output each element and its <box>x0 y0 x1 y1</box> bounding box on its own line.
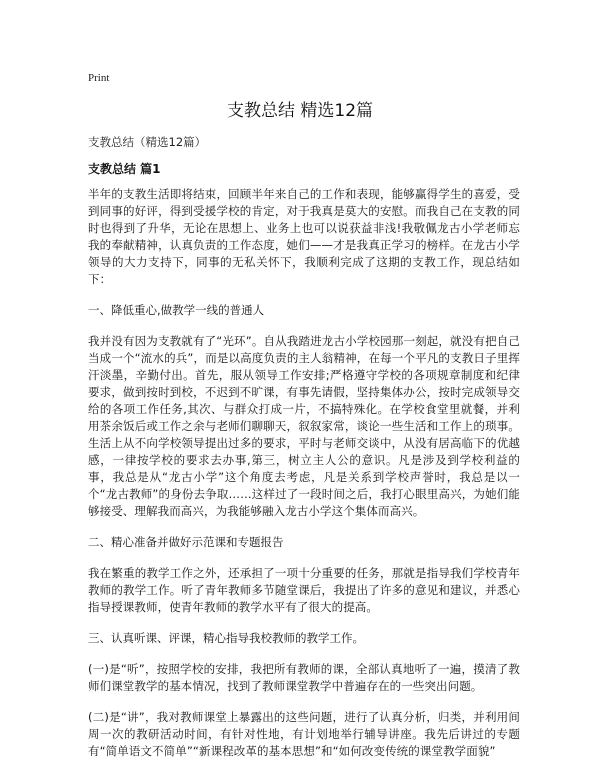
paragraph-3a: (一)是“听”，按照学校的安排，我把所有教师的课，全部认真地听了一遍，摸清了教师们课堂教学的基本情况，找到了教师课堂教学中普遍存在的一些突出问题。 <box>88 662 520 693</box>
document-title: 支教总结 精选12篇 <box>226 101 374 121</box>
print-label: Print <box>88 72 110 84</box>
subheading-2: 二、精心准备并做好示范课和专题报告 <box>88 535 284 549</box>
paragraph-3b: (二)是“讲”，我对教师课堂上暴露出的这些问题，进行了认真分析，归类，并利用间周一次的教研活动时间，有针对性地，有计划地举行辅导讲座。我先后讲过的专题有“简单语文不简单”“新课程改革的基本思想”和“如何改变传统的课堂教学面貌” <box>88 710 520 758</box>
section-heading: 支教总结 篇1 <box>88 162 161 176</box>
subheading-3: 三、认真听课、评课，精心指导我校教师的教学工作。 <box>88 631 364 645</box>
paragraph-1: 我并没有因为支教就有了“光环”。自从我踏进龙古小学校园那一刻起，就没有把自己当成一个“流水的兵”，而是以高度负责的主人翁精神，在每一个平凡的支教日子里挥汗淡墨，辛勤付出。首先，服从领导工作安排;严格遵守学校的各项规章制度和纪律要求，做到按时到校，不迟到不旷课，有事先请假，坚持集体办公，按时完成领导交给的各项工作任务,其次、与群众打成一片，不搞特殊化。在学校食堂里就餐，并利用茶余饭后或工作之余与老师们聊聊天，叙叙家常，谈论一些生活和工作上的琐事。生活上从不向学校领导提出过多的要求，平时与老师交谈中，从没有居高临下的优越感，一律按学校的要求去办事,第三，树立主人公的意识。凡是涉及到学校利益的事，我总是从“龙古小学”这个角度去考虑，凡是关系到学校声誉时，我总是以一个“龙古教师”的身份去争取……这样过了一段时间之后，我打心眼里高兴，为她们能够接受、理解我而高兴，为我能够融入龙古小学这个集体而高兴。 <box>88 334 520 518</box>
document-body <box>88 186 520 774</box>
paragraph-intro: 半年的支教生活即将结束，回顾半年来自己的工作和表现，能够赢得学生的喜爱，受到同事的好评，得到受援学校的肯定，对于我真是莫大的安慰。而我自己在支教的同时也得到了升华，无论在思想上、业务上也可以说获益非浅!我敬佩龙古小学老师忘我的奉献精神，认真负责的工作态度，她们——才是我真正学习的榜样。在龙古小学领导的大力支持下，同事的无私关怀下，我顺利完成了这期的支教工作，现总结如下： <box>88 187 520 286</box>
subheading-1: 一、降低重心,做教学一线的普通人 <box>88 303 265 317</box>
document-subtitle: 支教总结（精选12篇） <box>88 135 207 149</box>
paragraph-2: 我在繁重的教学工作之外，还承担了一项十分重要的任务，那就是指导我们学校青年教师的教学工作。听了青年教师多节随堂课后，我提出了许多的意见和建议，并悉心指导授课教师，使青年教师的教学水平有了很大的提高。 <box>88 566 520 614</box>
